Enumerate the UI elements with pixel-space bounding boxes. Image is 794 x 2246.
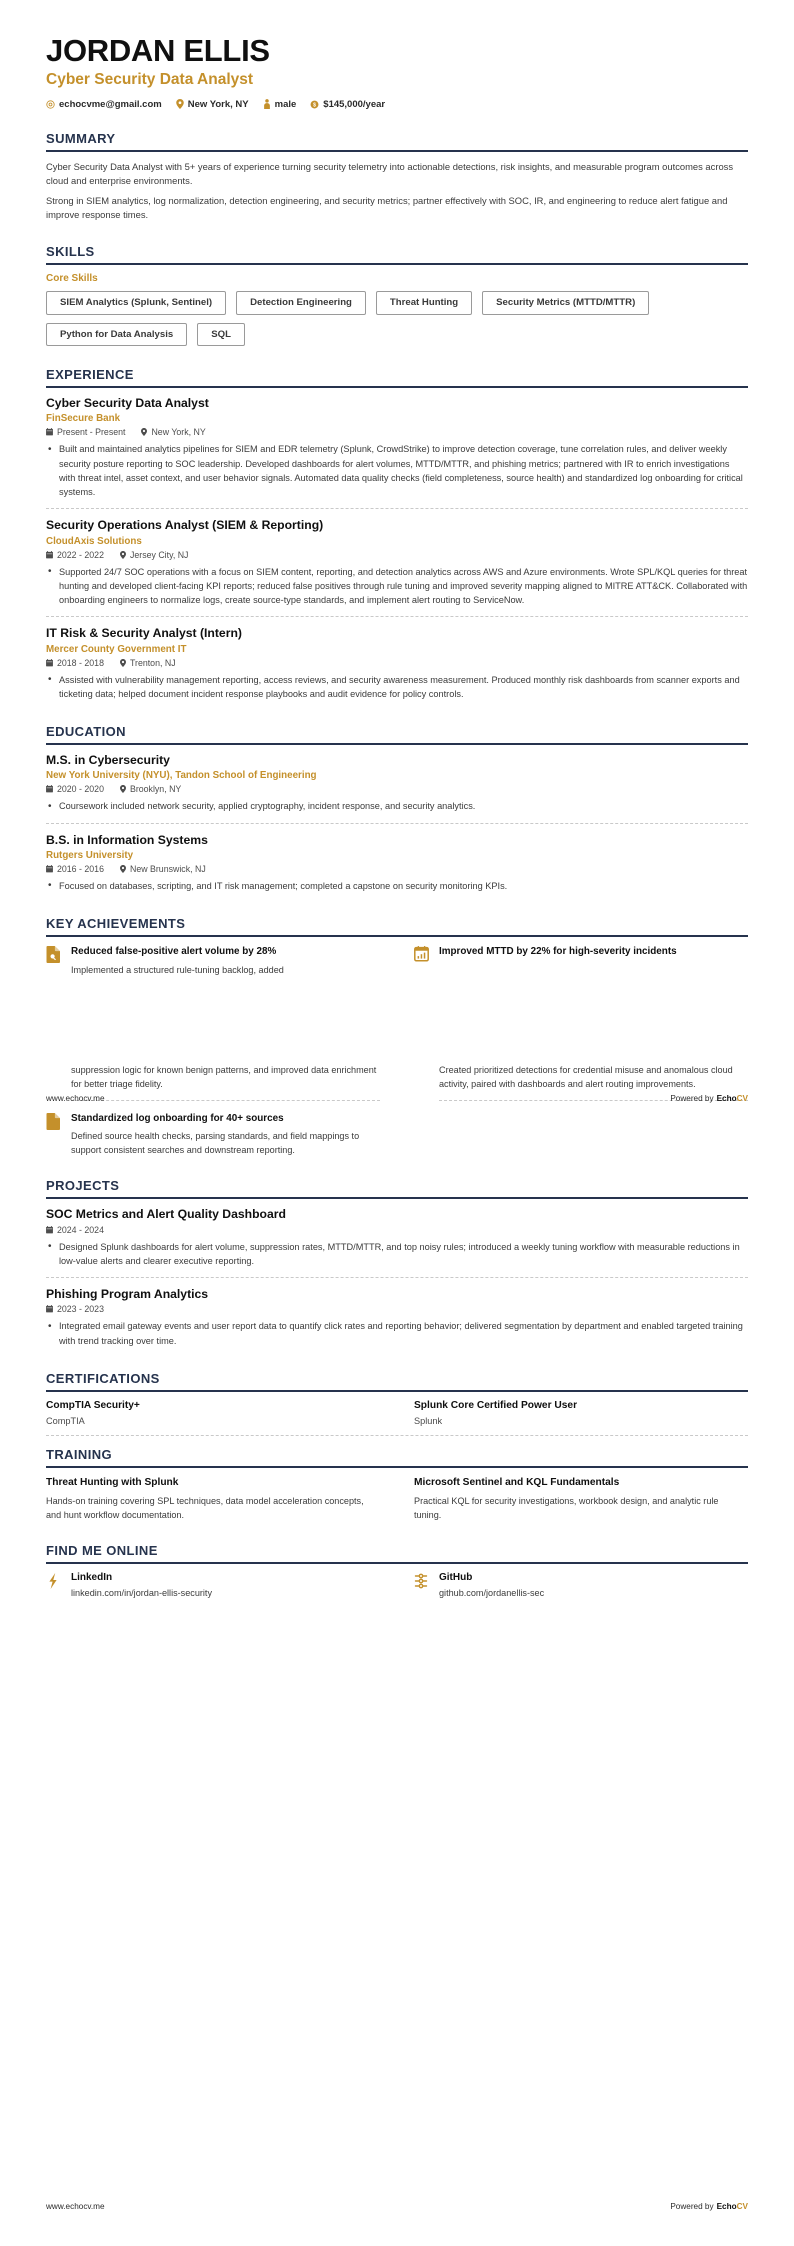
- achievements-grid-bottom: [46, 1112, 748, 1158]
- person-icon: [263, 99, 271, 109]
- certification-name: CompTIA Security+: [46, 1399, 140, 1411]
- contact-row: [46, 99, 748, 110]
- online-label: LinkedIn: [71, 1572, 113, 1584]
- project-bullets: [46, 1240, 748, 1269]
- section-title-training: TRAINING: [46, 1446, 113, 1462]
- experience-location-value: Jersey City, NJ: [129, 549, 189, 560]
- calendar-icon: [46, 1305, 53, 1313]
- online-url[interactable]: linkedin.com/in/jordan-ellis-security: [71, 1588, 213, 1599]
- education-entry: [46, 753, 748, 824]
- section-title-experience: EXPERIENCE: [46, 367, 134, 383]
- experience-location: [141, 427, 205, 437]
- project-bullets: [46, 1319, 748, 1348]
- section-key-achievements: [46, 916, 748, 976]
- education-degree: M.S. in Cybersecurity: [46, 753, 170, 768]
- experience-location-value: New York, NY: [151, 427, 206, 438]
- achievement-item: [46, 1112, 380, 1158]
- page-break-gap: [46, 977, 748, 1063]
- section-divider: [46, 1466, 748, 1468]
- powered-by-block: [670, 1094, 748, 1103]
- achievements-continuation: [46, 1063, 748, 1112]
- achievements-grid-top: [46, 945, 748, 976]
- experience-location: [120, 550, 189, 560]
- training-name: Microsoft Sentinel and KQL Fundamentals: [414, 1476, 620, 1488]
- experience-bullets: [46, 442, 748, 499]
- online-url[interactable]: github.com/jordanellis-sec: [439, 1588, 545, 1599]
- experience-dates: [46, 550, 104, 560]
- calendar-icon: [46, 785, 53, 793]
- section-certifications: [46, 1371, 748, 1436]
- achievement-title: Improved MTTD by 22% for high-severity incidents: [439, 946, 677, 958]
- education-dates-value: 2016 - 2016: [57, 863, 104, 874]
- education-school: New York University (NYU), Tandon School of Engineering: [46, 770, 317, 782]
- section-title-skills: SKILLS: [46, 244, 95, 259]
- experience-role: IT Risk & Security Analyst (Intern): [46, 626, 242, 641]
- achievement-body: [71, 1112, 380, 1158]
- section-divider: [46, 743, 748, 745]
- achievement-desc-part1: Implemented a structured rule-tuning backlog, added: [71, 964, 284, 975]
- skills-group-label: Core Skills: [46, 273, 98, 284]
- divider: [46, 1435, 748, 1436]
- achievement-continuation-right: [414, 1063, 748, 1112]
- project-name: SOC Metrics and Alert Quality Dashboard: [46, 1207, 286, 1222]
- section-title-projects: PROJECTS: [46, 1178, 120, 1194]
- salary-coin-icon: [310, 100, 319, 109]
- location-pin-icon: [176, 99, 184, 109]
- experience-org: Mercer County Government IT: [46, 643, 187, 655]
- bullet-item: • Focused on databases, scripting, and IT risk management; completed a capstone on security monitoring KPIs.: [59, 879, 748, 893]
- experience-location-value: Trenton, NJ: [129, 657, 176, 668]
- location-pin-icon: [120, 551, 126, 559]
- training-grid: [46, 1476, 748, 1522]
- echocv-logo: [717, 2202, 748, 2211]
- page-footer-1: [46, 1094, 748, 1103]
- project-entry: [46, 1207, 748, 1278]
- contact-gender-value: male: [274, 98, 297, 110]
- document-icon: [46, 1113, 61, 1130]
- bullet-item: • Built and maintained analytics pipelines for SIEM and EDR telemetry (Splunk, CrowdStrike) to improve detection coverage, tune correlation rules, and deliver weekly security posture reporting to SOC leadership. Developed dashboards for alert volumes, MTTD/MTTR, and phishing metrics; partnered with IR to enrich investigations with threat intel, asset context, and user behavior signals. Automated data quality checks (field completeness, source health) and standardized log onboarding for critical systems.: [59, 442, 748, 499]
- achievement-title: Reduced false-positive alert volume by 28%: [71, 946, 277, 958]
- experience-org: CloudAxis Solutions: [46, 535, 142, 547]
- brand-prefix: Echo: [716, 2202, 737, 2211]
- education-degree: B.S. in Information Systems: [46, 832, 208, 847]
- calendar-chart-icon: [414, 946, 429, 963]
- project-name: Phishing Program Analytics: [46, 1287, 209, 1302]
- education-dates-value: 2020 - 2020: [57, 784, 104, 795]
- achievement-desc: Defined source health checks, parsing standards, and field mappings to support consistent searches and downstream reporting.: [71, 1131, 360, 1156]
- skill-chip: Detection Engineering: [236, 291, 366, 315]
- skill-chip: Security Metrics (MTTD/MTTR): [482, 291, 649, 315]
- project-dates: [46, 1225, 104, 1235]
- brand-suffix: CV: [736, 2202, 748, 2211]
- contact-location-value: New York, NY: [187, 98, 249, 110]
- training-desc: Hands-on training covering SPL techniques, data model acceleration concepts, and hunt workflow documentation.: [46, 1496, 364, 1521]
- education-dates: [46, 784, 104, 794]
- calendar-icon: [46, 1226, 53, 1234]
- document-search-icon: [46, 946, 61, 963]
- achievement-title: Standardized log onboarding for 40+ sources: [71, 1112, 284, 1124]
- education-location: [120, 864, 206, 874]
- section-divider: [46, 935, 748, 937]
- achievement-desc-part2: Created prioritized detections for credential misuse and anomalous cloud activity, paired with dashboards and alert routing improvements.: [439, 1064, 733, 1089]
- linkedin-icon: [46, 1573, 60, 1589]
- section-summary: [46, 131, 748, 223]
- section-experience: [46, 367, 748, 703]
- online-body: [439, 1572, 544, 1598]
- brand-suffix: CV: [736, 1094, 748, 1103]
- section-title-certifications: CERTIFICATIONS: [46, 1370, 160, 1386]
- online-item-linkedin[interactable]: [46, 1572, 380, 1598]
- project-meta: [46, 1304, 748, 1314]
- project-meta: [46, 1225, 748, 1235]
- experience-entry: [46, 626, 748, 703]
- calendar-icon: [46, 428, 53, 436]
- resume-header: [46, 34, 748, 110]
- contact-gender: [263, 99, 297, 110]
- achievements-empty-cell: [414, 1112, 748, 1158]
- certifications-grid: [46, 1400, 748, 1426]
- bullet-item: • Assisted with vulnerability management reporting, access reviews, and security awareness measurement. Produced monthly risk dashboards from scanner exports and ticketing data; helped document incident response playbooks and audit evidence for policy controls.: [59, 673, 748, 702]
- skill-chip: Python for Data Analysis: [46, 323, 187, 347]
- certification-item: [414, 1400, 748, 1426]
- powered-by-label: Powered by: [670, 2202, 714, 2211]
- page-title: JORDAN ELLIS: [46, 33, 270, 68]
- github-icon: [414, 1573, 428, 1589]
- experience-meta: [46, 658, 748, 668]
- location-pin-icon: [141, 428, 147, 436]
- experience-location: [120, 658, 176, 668]
- section-divider: [46, 263, 748, 265]
- experience-dates: [46, 658, 104, 668]
- calendar-icon: [46, 551, 53, 559]
- echocv-logo: [717, 1094, 748, 1103]
- svg-text:$: $: [313, 102, 317, 109]
- contact-location: [176, 99, 249, 110]
- certification-name: Splunk Core Certified Power User: [414, 1399, 578, 1411]
- education-location: [120, 784, 181, 794]
- education-bullets: [46, 799, 748, 813]
- achievement-body: [71, 945, 284, 976]
- experience-dates-value: 2018 - 2018: [57, 657, 104, 668]
- experience-bullets: [46, 565, 748, 608]
- footer-site-url[interactable]: www.echocv.me: [46, 1094, 105, 1103]
- project-dates-value: 2023 - 2023: [57, 1304, 104, 1315]
- online-body: [71, 1572, 212, 1598]
- section-training: [46, 1447, 748, 1522]
- powered-by-block: [670, 2202, 748, 2211]
- online-item-github[interactable]: [414, 1572, 748, 1598]
- project-entry: [46, 1287, 748, 1350]
- section-divider: [46, 1562, 748, 1564]
- header-job-title: Cyber Security Data Analyst: [46, 71, 254, 89]
- bullet-item: • Supported 24/7 SOC operations with a focus on SIEM content, reporting, and detection analytics across AWS and Azure environments. Wrote SPL/KQL queries for threat hunting and developed client-facing KPI reports; reduced false positives through rule tuning and improved severity mapping aligned to MITRE ATT&CK. Collaborated with onboarding engineers to normalize logs, create source-type standards, and implement alert routing to ServiceNow.: [59, 565, 748, 608]
- achievement-continuation-left: [46, 1063, 380, 1112]
- bottom-spacer: [46, 1598, 748, 1652]
- experience-meta: [46, 427, 748, 437]
- section-divider: [46, 1197, 748, 1199]
- online-label: GitHub: [439, 1572, 473, 1584]
- email-icon: [46, 100, 55, 109]
- training-item: [414, 1476, 748, 1522]
- location-pin-icon: [120, 865, 126, 873]
- section-find-me-online: [46, 1543, 748, 1598]
- summary-paragraph: Strong in SIEM analytics, log normalization, detection engineering, and security metrics; partner effectively with SOC, IR, and engineering to reduce alert fatigue and improve response times.: [46, 194, 728, 221]
- education-bullets: [46, 879, 748, 893]
- calendar-icon: [46, 865, 53, 873]
- achievement-item: [46, 945, 380, 976]
- experience-org: FinSecure Bank: [46, 413, 121, 425]
- section-title-find-me-online: FIND ME ONLINE: [46, 1543, 158, 1559]
- experience-meta: [46, 550, 748, 560]
- brand-prefix: Echo: [716, 1094, 737, 1103]
- project-dates-value: 2024 - 2024: [57, 1224, 104, 1235]
- education-entry: [46, 833, 748, 896]
- experience-role: Cyber Security Data Analyst: [46, 396, 209, 411]
- certification-issuer: CompTIA: [46, 1415, 85, 1426]
- achievement-body: [439, 945, 677, 962]
- page-footer-2: [46, 2202, 748, 2211]
- powered-by-label: Powered by: [670, 1094, 714, 1103]
- certification-item: [46, 1400, 380, 1426]
- experience-bullets: [46, 673, 748, 702]
- achievement-item: [414, 945, 748, 976]
- online-grid: [46, 1572, 748, 1598]
- section-skills: [46, 244, 748, 346]
- section-divider: [46, 386, 748, 388]
- experience-entry: [46, 396, 748, 509]
- section-title-summary: SUMMARY: [46, 130, 116, 146]
- education-dates: [46, 864, 104, 874]
- experience-entry: [46, 518, 748, 617]
- contact-salary: [310, 99, 385, 110]
- summary-paragraph: Cyber Security Data Analyst with 5+ years of experience turning security telemetry into actionable detections, risk insights, and measurable program outcomes across cloud and enterprise environments.: [46, 160, 734, 187]
- location-pin-icon: [120, 785, 126, 793]
- education-meta: [46, 864, 748, 874]
- location-pin-icon: [120, 659, 126, 667]
- education-location-value: Brooklyn, NY: [129, 784, 182, 795]
- experience-dates-value: Present - Present: [57, 427, 126, 438]
- section-divider: [46, 150, 748, 152]
- bullet-item: • Designed Splunk dashboards for alert volume, suppression rates, MTTD/MTTR, and top noisy rules; introduced a weekly tuning workflow with measurable reductions in low-value alerts and clearer executive reporting.: [59, 1240, 748, 1269]
- bullet-item: • Coursework included network security, applied cryptography, incident response, and security analytics.: [59, 799, 748, 813]
- section-education: [46, 724, 748, 895]
- section-title-key-achievements: KEY ACHIEVEMENTS: [46, 916, 186, 932]
- skill-chip: SIEM Analytics (Splunk, Sentinel): [46, 291, 226, 315]
- experience-role: Security Operations Analyst (SIEM & Reporting): [46, 518, 324, 533]
- contact-salary-value: $145,000/year: [323, 98, 386, 110]
- section-divider: [46, 1390, 748, 1392]
- education-school: Rutgers University: [46, 849, 134, 861]
- skills-chip-list: [46, 291, 748, 346]
- calendar-icon: [46, 659, 53, 667]
- experience-dates-value: 2022 - 2022: [57, 549, 104, 560]
- bullet-item: • Integrated email gateway events and user report data to quantify click rates and reporting behavior; delivered segmentation by department and enabled targeted training with trend tracking over time.: [59, 1319, 748, 1348]
- contact-email: [46, 99, 162, 110]
- achievement-desc-part2: suppression logic for known benign patterns, and improved data enrichment for better triage fidelity.: [71, 1064, 377, 1089]
- education-meta: [46, 784, 748, 794]
- section-title-education: EDUCATION: [46, 724, 126, 740]
- training-item: [46, 1476, 380, 1522]
- skill-chip: Threat Hunting: [376, 291, 472, 315]
- certification-issuer: Splunk: [414, 1415, 443, 1426]
- footer-site-url[interactable]: www.echocv.me: [46, 2202, 105, 2211]
- skill-chip: SQL: [197, 323, 245, 347]
- experience-dates: [46, 427, 125, 437]
- section-projects: [46, 1178, 748, 1350]
- project-dates: [46, 1304, 104, 1314]
- training-name: Threat Hunting with Splunk: [46, 1476, 179, 1488]
- training-desc: Practical KQL for security investigations, workbook design, and analytic rule tuning.: [414, 1496, 719, 1521]
- contact-email-value: echocvme@gmail.com: [59, 98, 162, 110]
- education-location-value: New Brunswick, NJ: [129, 863, 206, 874]
